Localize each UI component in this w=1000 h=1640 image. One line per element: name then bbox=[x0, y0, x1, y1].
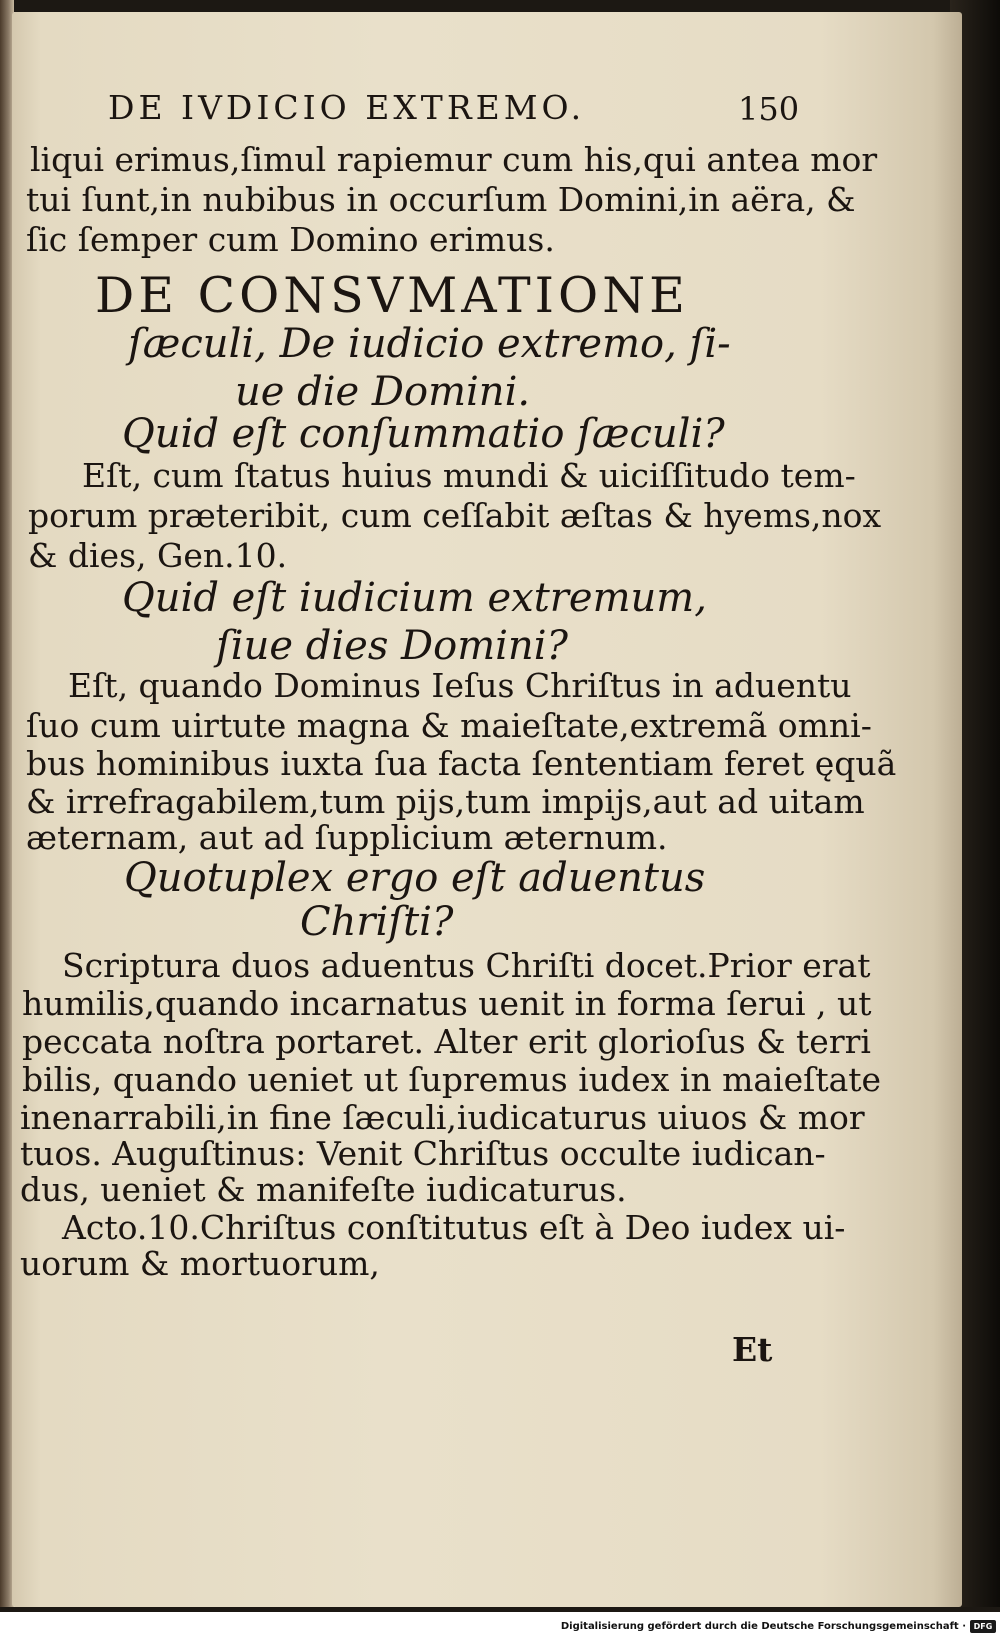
text-line: peccata noſtra portaret. Alter erit glorioſus & terri bbox=[22, 1022, 871, 1061]
funding-credit: Digitalisierung gefördert durch die Deutsche Forschungsgemeinschaft · bbox=[560, 1621, 966, 1632]
text-line: Scriptura duos aduentus Chriſti docet.Prior erat bbox=[62, 946, 871, 985]
text-line: bilis, quando ueniet ut ſupremus iudex in maieſtate bbox=[22, 1060, 882, 1099]
text-line: humilis,quando incarnatus uenit in forma ſerui , ut bbox=[22, 984, 872, 1023]
text-line: liqui erimus,ſimul rapiemur cum his,qui antea mor bbox=[30, 140, 878, 179]
text-line: inenarrabili,in fine ſæculi,iudicaturus uiuos & mor bbox=[20, 1098, 865, 1137]
text-line: & irrefragabilem,tum pijs,tum impijs,aut ad uitam bbox=[26, 782, 865, 821]
question-heading: Quid eſt iudicium extremum, bbox=[122, 575, 707, 621]
chapter-heading-line-2: ſæculi, De iudicio extremo, ſi- bbox=[128, 321, 731, 367]
text-line: uorum & mortuorum, bbox=[20, 1244, 380, 1283]
text-line: porum præteribit, cum ceſſabit æſtas & hyems,nox bbox=[28, 496, 882, 535]
text-line: tuos. Auguſtinus: Venit Chriſtus occulte iudican- bbox=[20, 1134, 826, 1173]
text-line: bus hominibus iuxta ſua facta ſententiam feret ęquã bbox=[26, 744, 897, 783]
question-heading: Chriſti? bbox=[300, 899, 454, 945]
text-line: ſic ſemper cum Domino erimus. bbox=[26, 220, 555, 259]
catchword: Et bbox=[732, 1330, 773, 1369]
text-line: ſuo cum uirtute magna & maieſtate,extremã omni- bbox=[26, 706, 872, 745]
text-line: tui ſunt,in nubibus in occurſum Domini,in aëra, & bbox=[26, 180, 856, 219]
chapter-heading-line-3: ue die Domini. bbox=[235, 369, 531, 415]
chapter-heading: DE CONSVMATIONE bbox=[95, 267, 689, 324]
text-line: & dies, Gen.10. bbox=[28, 536, 288, 575]
question-heading: ſiue dies Domini? bbox=[216, 623, 568, 669]
question-heading: Quotuplex ergo eſt aduentus bbox=[124, 855, 706, 901]
dfg-logo: DFG bbox=[970, 1620, 996, 1633]
running-head: DE IVDICIO EXTREMO. bbox=[108, 88, 586, 127]
text-line: æternam, aut ad ſupplicium æternum. bbox=[26, 818, 668, 857]
text-line: dus, ueniet & manifeſte iudicaturus. bbox=[20, 1170, 627, 1209]
text-line: Acto.10.Chriſtus conſtitutus eſt à Deo iudex ui- bbox=[62, 1208, 846, 1247]
text-line: Eſt, quando Dominus Ieſus Chriſtus in aduentu bbox=[68, 666, 852, 705]
question-heading: Quid eſt conſummatio ſæculi? bbox=[122, 411, 725, 457]
text-line: Eſt, cum ſtatus huius mundi & uiciſſitudo tem- bbox=[82, 456, 856, 495]
page-number: 150 bbox=[738, 90, 800, 128]
